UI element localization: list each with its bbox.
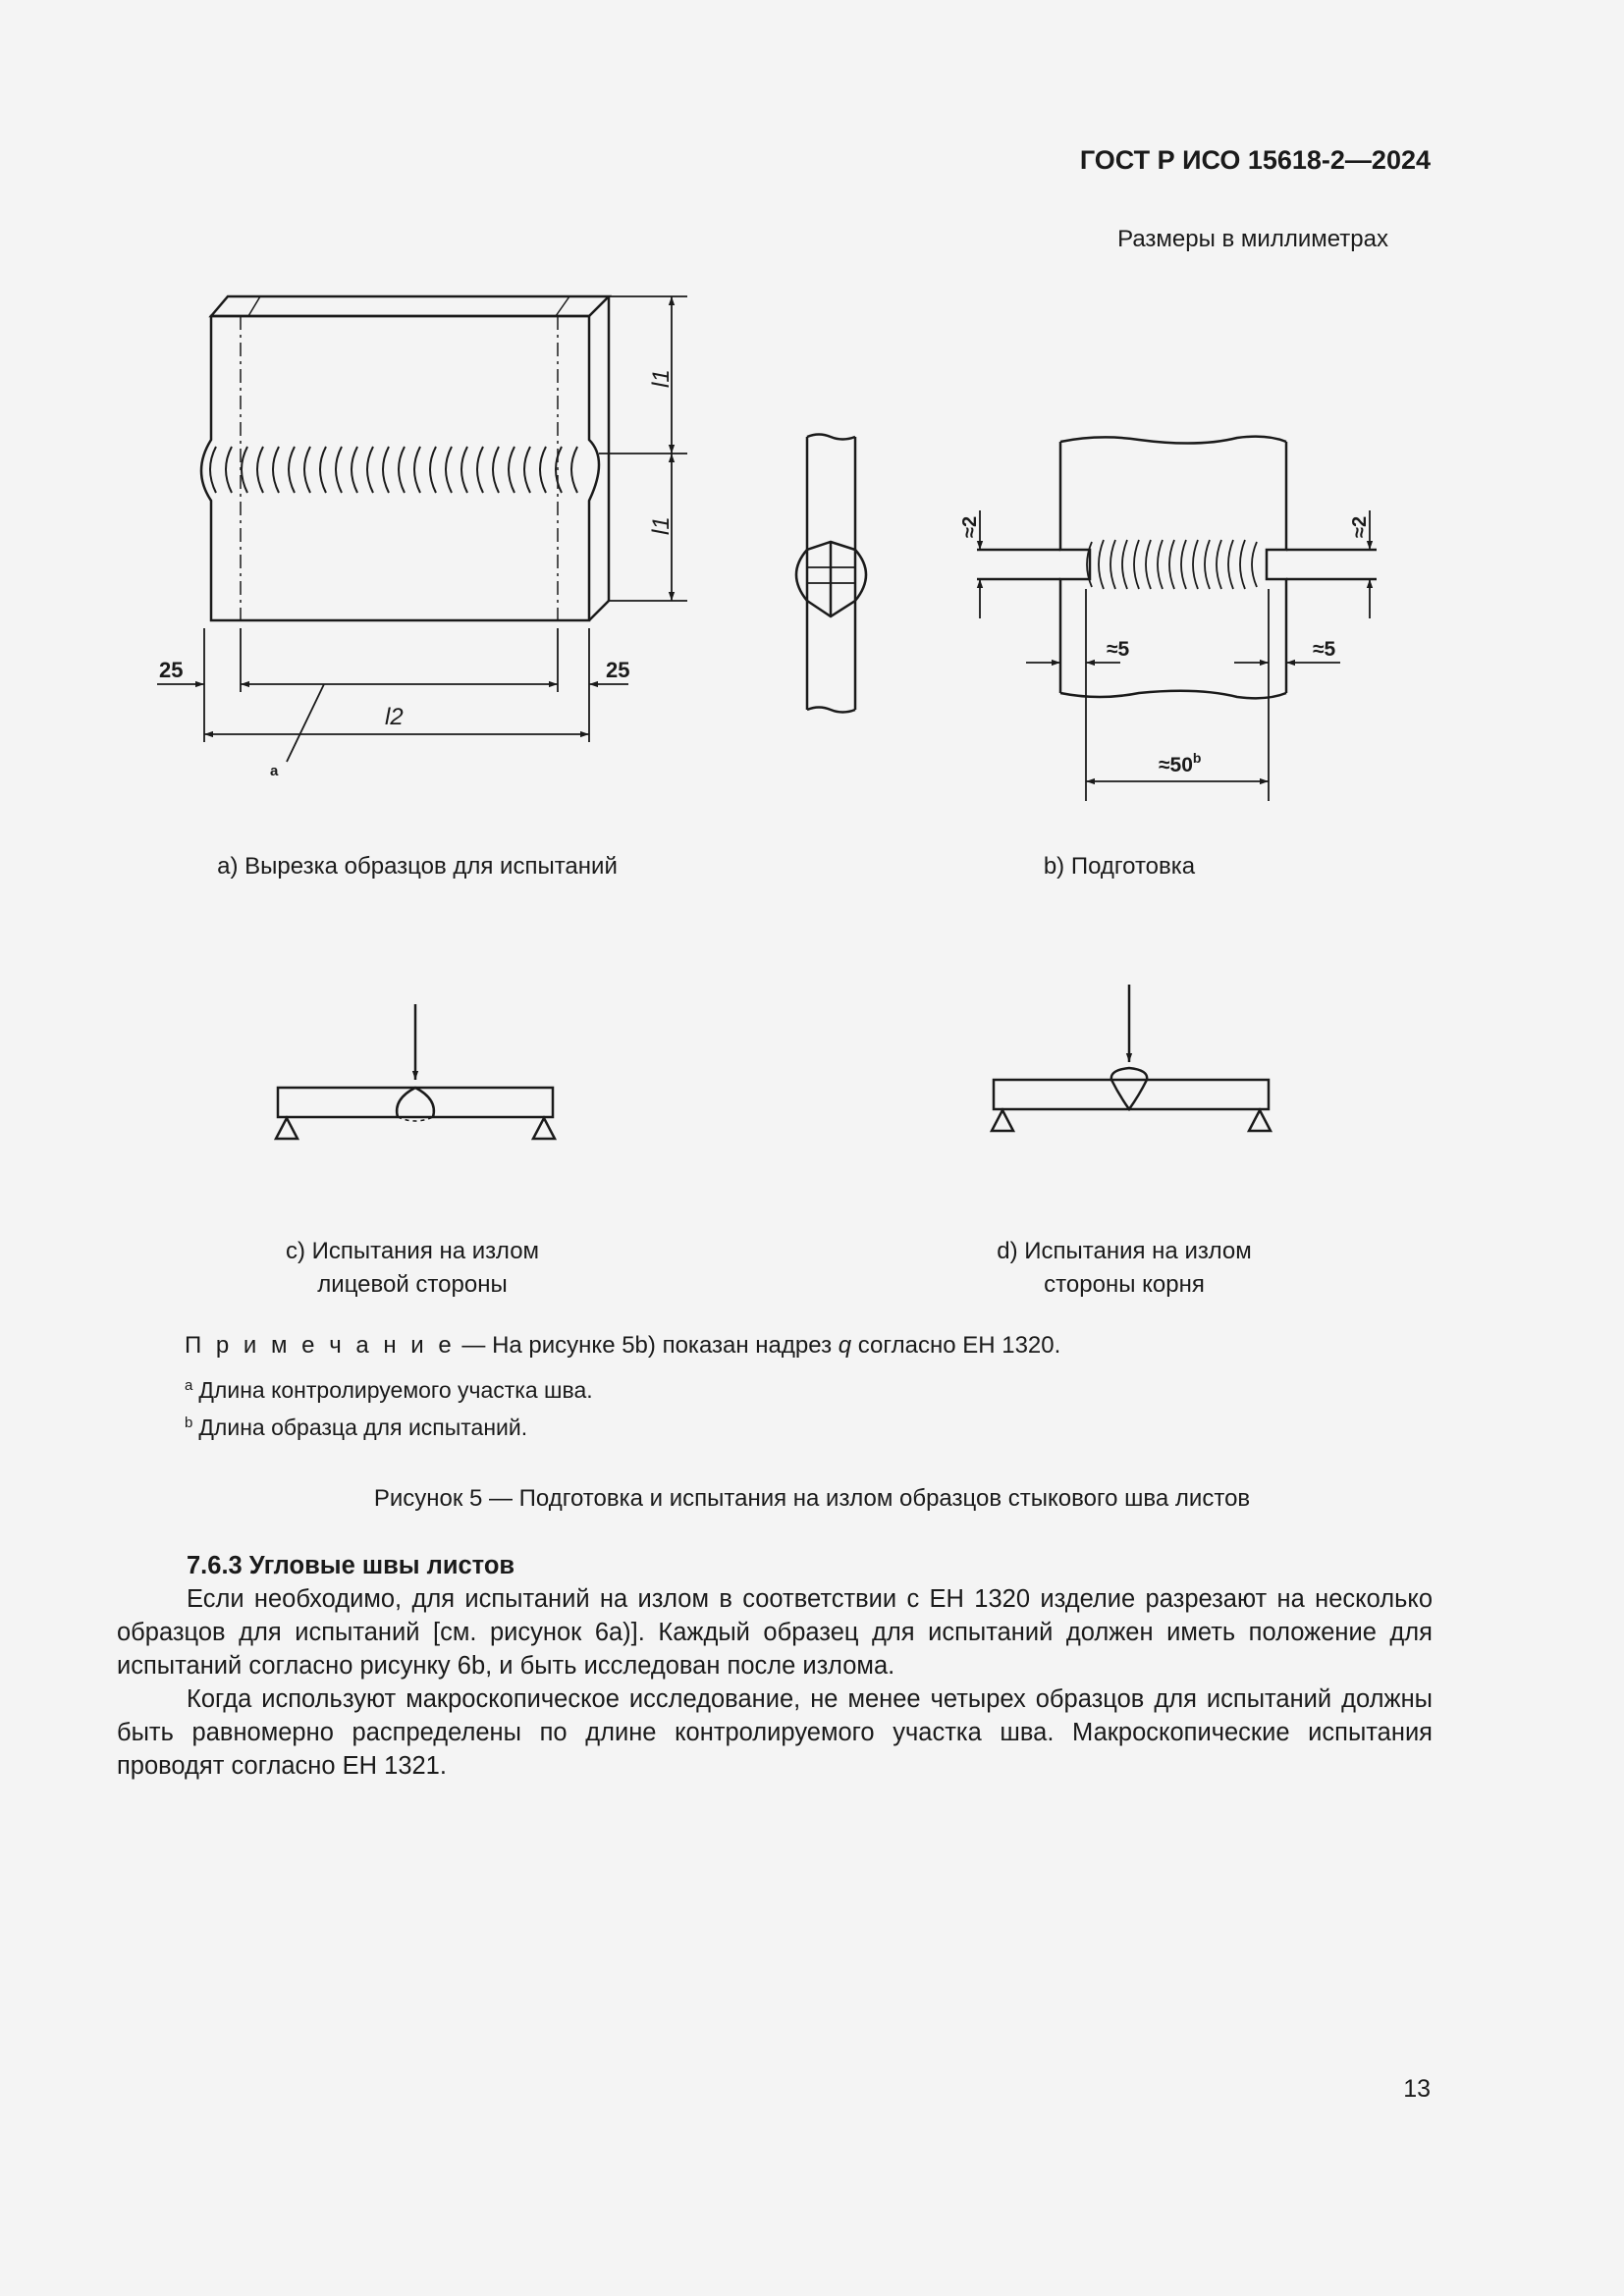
diagram-a-dim-l1-upper: l1 (648, 369, 675, 388)
diagram-a-dim-right: 25 (606, 658, 630, 682)
diagram-b-gap-right: ≈2 (1349, 515, 1371, 538)
diagram-a-weld-ripples (210, 447, 577, 493)
section-paragraph-2: Когда используют макроскопическое исследование, не менее четырех образцов для испытаний должны быть равномерно распределены по длине контролируемого участка шва. Макроскопические испытания проводят согласно ЕН 1321. (117, 1685, 1433, 1780)
diagram-d-fracture-test (992, 985, 1271, 1131)
caption-c-line2: лицевой стороны (317, 1271, 508, 1298)
standard-number: ГОСТ Р ИСО 15618-2—2024 (1079, 145, 1431, 175)
caption-d-line1: d) Испытания на излом (997, 1238, 1252, 1264)
caption-a: а) Вырезка образцов для испытаний (217, 853, 618, 880)
diagram-a-marker: a (270, 763, 279, 779)
caption-d-line2: стороны корня (1044, 1271, 1205, 1298)
diagram-b-length-value: ≈50 (1159, 754, 1193, 776)
caption-d (903, 1235, 1345, 1302)
caption-c-line1: с) Испытания на излом (285, 1238, 540, 1264)
section-heading: 7.6.3 Угловые швы листов (187, 1552, 515, 1579)
figure-title: Рисунок 5 — Подготовка и испытания на излом образцов стыкового шва листов (373, 1485, 1251, 1512)
footnote-a-mark: a (185, 1377, 193, 1394)
diagram-b-length-sup: b (1192, 750, 1202, 766)
footnote-b-text: Длина образца для испытаний. (198, 1415, 528, 1440)
diagram-a-dim-l1-lower: l1 (648, 516, 675, 535)
figure-note (185, 1332, 1060, 1360)
diagram-b-gap-left: ≈2 (959, 515, 981, 538)
footnote-a (185, 1377, 593, 1404)
cross-section-specimen (796, 435, 866, 713)
diagram-b-length (1159, 750, 1201, 776)
diagram-a-dim-left: 25 (159, 658, 184, 682)
diagram-b-notch-right: ≈5 (1313, 638, 1336, 661)
footnote-b (185, 1415, 527, 1441)
footnote-a-text: Длина контролируемого участка шва. (198, 1377, 593, 1403)
note-label: П р и м е ч а н и е (185, 1332, 456, 1359)
units-note: Размеры в миллиметрах (1117, 226, 1388, 252)
footnote-b-mark: b (185, 1415, 193, 1431)
diagram-c-fracture-test (276, 1004, 555, 1139)
note-italic: q (838, 1332, 852, 1359)
section-paragraph-1: Если необходимо, для испытаний на излом в соответствии с ЕН 1320 изделие разрезают на несколько образцов для испытаний [см. рисунок 6а)]. Каждый образец для испытаний должен иметь положение для испытаний согласно рисунку 6b, и быть исследован после излома. (117, 1585, 1433, 1680)
section-7-6-3 (117, 1549, 1433, 1783)
diagram-b-notch-left: ≈5 (1107, 638, 1130, 661)
caption-c (187, 1235, 638, 1302)
page-number: 13 (1403, 2075, 1431, 2103)
diagram-a-plate (201, 296, 609, 620)
note-text-2: согласно ЕН 1320. (851, 1332, 1061, 1359)
diagram-b-weld-ripples (1087, 540, 1257, 589)
note-text-1: — На рисунке 5b) показан надрез (455, 1332, 839, 1359)
diagram-a-dim-l2: l2 (385, 704, 404, 730)
caption-b: b) Подготовка (1043, 853, 1196, 880)
